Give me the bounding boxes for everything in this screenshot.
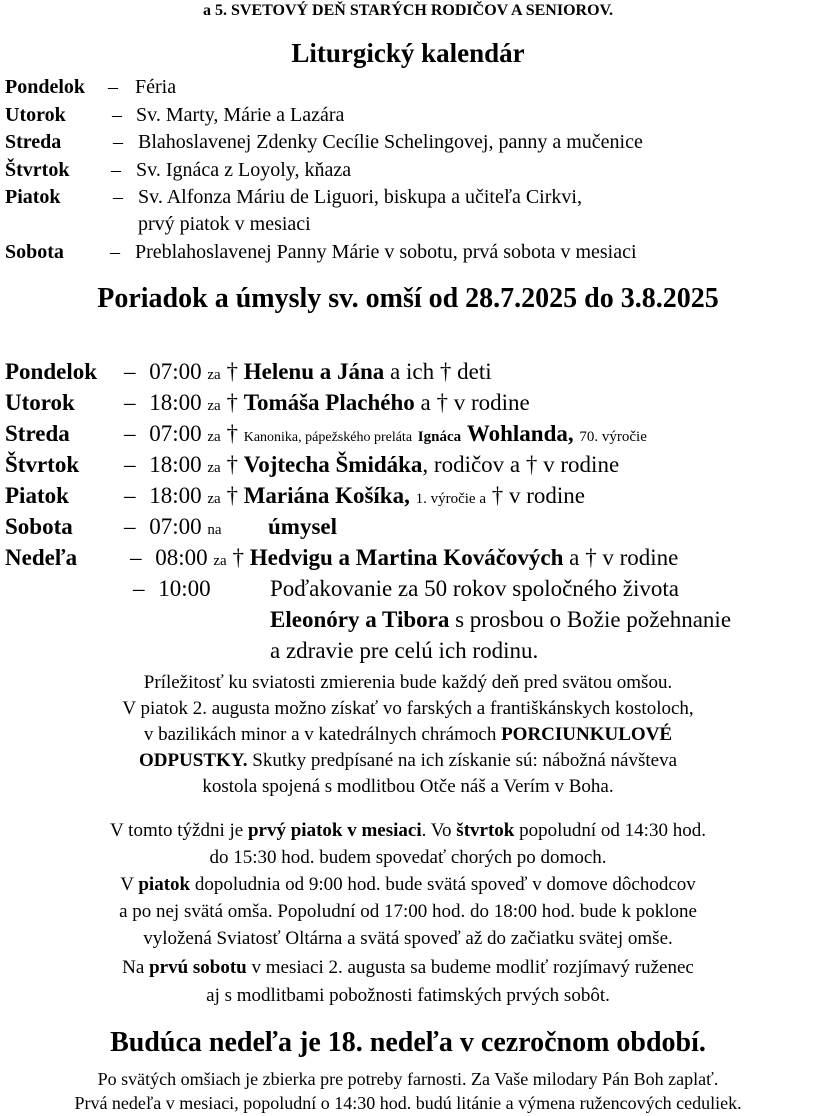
- mass-dash: –: [124, 390, 136, 415]
- mass-dash: –: [130, 545, 142, 570]
- mass-intention-rest: 70. výročie: [579, 429, 647, 445]
- notice-line: do 15:30 hod. budem spovedať chorých po domoch.: [209, 847, 607, 868]
- mass-intention-name: Hedvigu a Martina Kováčových: [249, 545, 564, 570]
- mass-day: Štvrtok: [5, 452, 80, 477]
- mass-dash: –: [124, 452, 136, 477]
- lit-dash: –: [113, 131, 123, 153]
- mass-row-content: [124, 514, 222, 540]
- mass-row-content: [124, 483, 585, 509]
- mass-day: Utorok: [5, 390, 75, 415]
- mass-time: 10:00: [158, 576, 211, 601]
- mass-day: Pondelok: [5, 359, 98, 384]
- mass-intention-rest: † v rodine: [491, 483, 585, 508]
- lit-day: Sobota: [5, 241, 64, 263]
- lit-text: Preblahoslavenej Panny Márie v sobotu, prvá sobota v mesiaci: [135, 241, 637, 263]
- cross-symbol: †: [226, 359, 238, 384]
- mass-intention-name: Eleonóry a Tibora: [270, 607, 450, 632]
- mass-prep: za: [207, 429, 221, 445]
- liturgical-title: Liturgický kalendár: [291, 38, 525, 68]
- mass-intention-name: Vojtecha Šmidáka: [243, 452, 423, 477]
- lit-text: Féria: [135, 76, 177, 98]
- mass-time: 18:00: [149, 390, 202, 415]
- cross-symbol: †: [232, 545, 244, 570]
- mass-intention-rest: a † v rodine: [420, 390, 530, 415]
- notice-line: Na prvú sobotu v mesiaci 2. augusta sa budeme modliť rozjímavý ruženec: [122, 957, 694, 978]
- lit-text: Sv. Ignáca z Loyoly, kňaza: [136, 159, 352, 181]
- mass-time: 18:00: [149, 483, 202, 508]
- masses-title: Poriadok a úmysly sv. omší od 28.7.2025 do 3.8.2025: [97, 283, 719, 314]
- mass-intention-rest: a † v rodine: [569, 545, 679, 570]
- mass-prep: za: [207, 460, 221, 476]
- mass-row-content: [124, 390, 530, 416]
- mass-time: 07:00: [149, 514, 202, 539]
- mass-intention-small: Kanonika, pápežského preláta: [243, 430, 413, 445]
- lit-day: Piatok: [5, 186, 61, 208]
- mass-intention-line: [270, 607, 731, 633]
- notice-line: V piatok dopoludnia od 9:00 hod. bude svätá spoveď v domove dôchodcov: [120, 874, 696, 895]
- notice-line: ODPUSTKY. Skutky predpísané na ich získanie sú: nábožná návšteva: [138, 750, 678, 771]
- mass-row-content: [130, 545, 678, 571]
- lit-dash: –: [112, 104, 122, 126]
- mass-row: [5, 359, 97, 385]
- mass-row-content: [124, 421, 647, 447]
- mass-row-content: [124, 452, 619, 478]
- mass-time: 07:00: [149, 421, 202, 446]
- lit-day: Utorok: [5, 104, 66, 126]
- mass-dash: –: [124, 514, 136, 539]
- notice-line: kostola spojená s modlitbou Otče náš a Verím v Boha.: [202, 776, 614, 797]
- collection-note: Po svätých omšiach je zbierka pre potreby farnosti. Za Vaše milodary Pán Boh zaplať.: [97, 1069, 719, 1089]
- notice-line: aj s modlitbami pobožnosti fatimských prvých sobôt.: [206, 985, 610, 1006]
- notice-line: V tomto týždni je prvý piatok v mesiaci. Vo štvrtok popoludní od 14:30 hod.: [110, 820, 706, 841]
- mass-intention-rest: a ich † deti: [390, 359, 492, 384]
- lit-text-continued: prvý piatok v mesiaci: [138, 213, 311, 235]
- mass-intention-name: Tomáša Plachého: [243, 390, 415, 415]
- lit-dash: –: [110, 241, 120, 263]
- lit-day: Štvrtok: [5, 159, 70, 181]
- notice-line: v bazilikách minor a v katedrálnych chrámoch PORCIUNKULOVÉ: [143, 724, 673, 745]
- mass-dash: –: [124, 421, 136, 446]
- lit-day: Streda: [5, 131, 62, 153]
- mass-time: 07:00: [149, 359, 202, 384]
- mass-dash: –: [124, 359, 136, 384]
- mass-intention-rest: , rodičov a † v rodine: [422, 452, 620, 477]
- top-line: a 5. SVETOVÝ DEŇ STARÝCH RODIČOV A SENIOROV.: [202, 2, 613, 19]
- notice-line: a po nej svätá omša. Popoludní od 17:00 hod. do 18:00 hod. bude k poklone: [119, 901, 697, 922]
- lit-day: Pondelok: [5, 76, 86, 98]
- lit-dash: –: [108, 76, 118, 98]
- notice-line: V piatok 2. augusta možno získať vo farských a františkánskych kostoloch,: [122, 698, 694, 719]
- mass-time: 08:00: [155, 545, 208, 570]
- mass-row-content: [124, 359, 492, 385]
- cross-symbol: †: [226, 483, 238, 508]
- mass-intention-line: Poďakovanie za 50 rokov spoločného života: [270, 576, 679, 601]
- cross-symbol: †: [226, 421, 238, 446]
- mass-day: Streda: [5, 421, 70, 446]
- lit-text: Sv. Marty, Márie a Lazára: [136, 104, 345, 126]
- mass-intention-name: úmysel: [268, 514, 337, 539]
- mass-time: 18:00: [149, 452, 202, 477]
- next-sunday-title: Budúca nedeľa je 18. nedeľa v cezročnom období.: [110, 1027, 706, 1058]
- mass-intention-line: a zdravie pre celú ich rodinu.: [270, 638, 539, 663]
- mass-intention-surname: Wohlanda,: [466, 421, 574, 446]
- mass-prep: za: [207, 398, 221, 414]
- cross-symbol: †: [226, 390, 238, 415]
- mass-intention-name: Mariána Košíka,: [243, 483, 410, 508]
- notice-line: vyložená Sviatosť Oltárna a svätá spoveď až do začiatku svätej omše.: [143, 928, 673, 949]
- mass-row-content: [133, 576, 211, 602]
- mass-intention-small: 1. výročie a: [415, 491, 486, 507]
- mass-prep: za: [207, 367, 221, 383]
- mass-intention-rest: s prosbou o Božie požehnanie: [455, 607, 732, 632]
- mass-day: Sobota: [5, 514, 73, 539]
- mass-prep: za: [213, 553, 227, 569]
- mass-day: Piatok: [5, 483, 69, 508]
- mass-intention-name: Helenu a Jána: [243, 359, 385, 384]
- mass-intention-name: Ignáca: [417, 429, 462, 445]
- mass-dash: –: [124, 483, 136, 508]
- mass-day: Nedeľa: [5, 545, 78, 570]
- mass-dash: –: [133, 576, 145, 601]
- cross-symbol: †: [226, 452, 238, 477]
- lit-dash: –: [113, 186, 123, 208]
- mass-prep: za: [207, 491, 221, 507]
- mass-prep: na: [207, 522, 222, 538]
- lit-text: Sv. Alfonza Máriu de Liguori, biskupa a učiteľa Cirkvi,: [138, 186, 582, 208]
- lit-dash: –: [111, 159, 121, 181]
- lit-text: Blahoslavenej Zdenky Cecílie Schelingovej, panny a mučenice: [138, 131, 643, 153]
- rosary-note: Prvá nedeľa v mesiaci, popoludní o 14:30 hod. budú litánie a výmena ružencových ceduliek.: [74, 1093, 742, 1113]
- notice-line: Príležitosť ku sviatosti zmierenia bude každý deň pred svätou omšou.: [143, 672, 673, 693]
